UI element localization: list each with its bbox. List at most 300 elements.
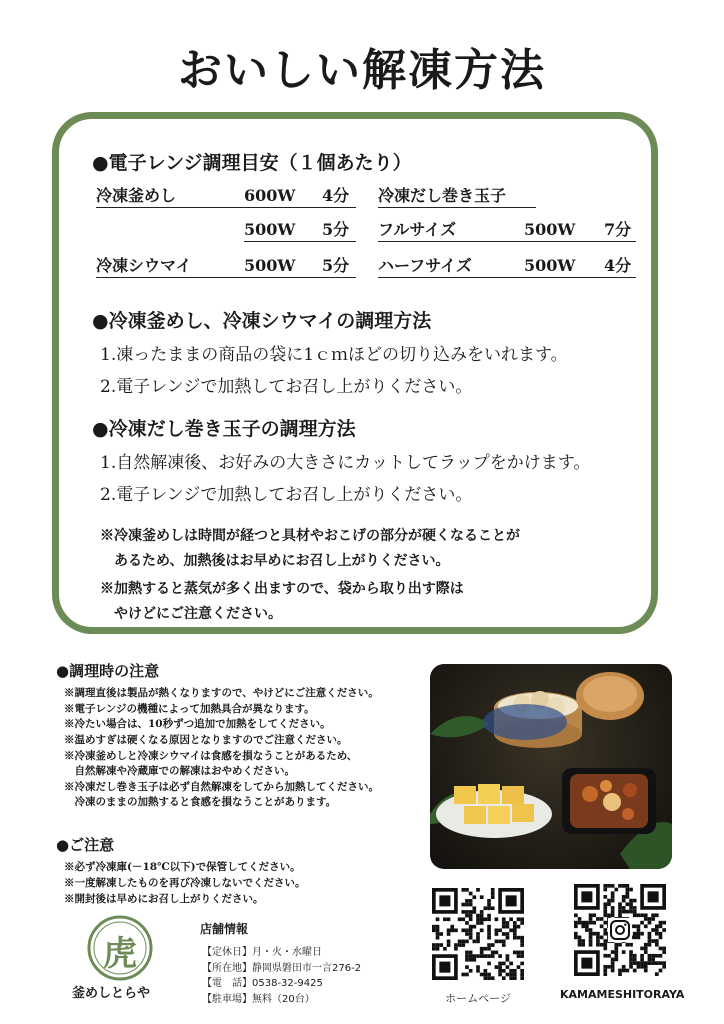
qr-module xyxy=(461,973,465,977)
qr-module xyxy=(513,951,517,955)
qr-module xyxy=(476,921,480,925)
qr-module xyxy=(487,903,491,907)
qr-module xyxy=(607,899,611,903)
qr-module xyxy=(600,936,604,940)
qr-module xyxy=(502,962,506,966)
item-watt: 500W xyxy=(524,220,576,239)
qr-module xyxy=(603,954,607,958)
qr-module xyxy=(629,888,633,892)
qr-module xyxy=(465,910,469,914)
caution-line: ※電子レンジの機種によって加熱具合が異なります。 xyxy=(64,703,315,715)
qr-module xyxy=(648,939,652,943)
qr-module xyxy=(603,906,607,910)
item-time: 5分 xyxy=(322,220,350,239)
store-address: 【所在地】静岡県磐田市一言276-2 xyxy=(202,962,362,974)
instagram-qr-code[interactable] xyxy=(574,884,666,976)
qr-module xyxy=(513,969,517,973)
qr-module xyxy=(659,961,663,965)
qr-module xyxy=(648,932,652,936)
qr-module xyxy=(495,951,499,955)
qr-module xyxy=(655,939,659,943)
qr-module xyxy=(618,913,622,917)
qr-module xyxy=(655,924,659,928)
qr-module xyxy=(513,936,517,940)
caution-line: 冷凍のままの加熱すると食感を損なうことがあります。 xyxy=(64,796,337,808)
qr-module xyxy=(461,917,465,921)
qr-module xyxy=(622,969,626,973)
qr-module xyxy=(585,928,589,932)
qr-module xyxy=(644,943,648,947)
qr-module xyxy=(603,902,607,906)
qr-finder xyxy=(648,891,659,902)
product-photo xyxy=(430,664,672,869)
qr-module xyxy=(611,891,615,895)
qr-module xyxy=(629,899,633,903)
qr-module xyxy=(495,917,499,921)
item-name: ハーフサイズ xyxy=(378,256,472,275)
qr-module xyxy=(495,928,499,932)
qr-module xyxy=(648,958,652,962)
qr-module xyxy=(648,961,652,965)
qr-module xyxy=(611,884,615,888)
qr-module xyxy=(447,928,451,932)
qr-module xyxy=(480,954,484,958)
store-closed-days: 【定休日】月・火・水曜日 xyxy=(202,947,322,958)
qr-module xyxy=(480,917,484,921)
qr-module xyxy=(469,969,473,973)
qr-module xyxy=(618,969,622,973)
qr-module xyxy=(640,913,644,917)
qr-module xyxy=(469,917,473,921)
qr-module xyxy=(491,976,495,980)
store-info xyxy=(202,945,361,1007)
qr-module xyxy=(629,958,633,962)
qr-module xyxy=(629,910,633,914)
qr-module xyxy=(629,954,633,958)
qr-module xyxy=(618,906,622,910)
qr-module xyxy=(633,958,637,962)
item-name: フルサイズ xyxy=(378,220,457,239)
qr-module xyxy=(651,958,655,962)
qr-module xyxy=(614,954,618,958)
qr-module xyxy=(436,928,440,932)
qr-module xyxy=(487,936,491,940)
qr-module xyxy=(633,932,637,936)
qr-module xyxy=(487,943,491,947)
qr-module xyxy=(498,965,502,969)
notice-line: ※一度解凍したものを再び冷凍しないでください。 xyxy=(64,877,306,889)
qr-module xyxy=(498,962,502,966)
qr-module xyxy=(644,913,648,917)
qr-module xyxy=(502,976,506,980)
qr-module xyxy=(476,969,480,973)
qr-module xyxy=(618,910,622,914)
kamameshi-method-heading: ●冷凍釜めし、冷凍シウマイの調理方法 xyxy=(92,310,432,332)
qr-module xyxy=(603,972,607,976)
qr-module xyxy=(491,954,495,958)
qr-module xyxy=(447,917,451,921)
qr-module xyxy=(637,965,641,969)
qr-module xyxy=(644,947,648,951)
store-name: 釜めしとらや xyxy=(72,986,151,1001)
qr-module xyxy=(637,936,641,940)
qr-module xyxy=(603,969,607,973)
qr-module xyxy=(480,921,484,925)
notice-heading: ●ご注意 xyxy=(56,836,115,854)
qr-module xyxy=(640,961,644,965)
qr-module xyxy=(491,943,495,947)
qr-module xyxy=(469,954,473,958)
qr-module xyxy=(611,913,615,917)
qr-module xyxy=(520,951,524,955)
qr-module xyxy=(589,921,593,925)
qr-module xyxy=(480,910,484,914)
qr-module xyxy=(450,928,454,932)
qr-module xyxy=(469,936,473,940)
qr-module xyxy=(626,943,630,947)
qr-module xyxy=(629,902,633,906)
qr-module xyxy=(659,954,663,958)
qr-module xyxy=(603,928,607,932)
qr-module xyxy=(603,965,607,969)
qr-module xyxy=(633,954,637,958)
qr-module xyxy=(476,932,480,936)
homepage-qr-code[interactable] xyxy=(432,888,524,980)
qr-module xyxy=(662,961,666,965)
qr-module xyxy=(581,939,585,943)
item-name: 冷凍シウマイ xyxy=(96,256,192,275)
qr-module xyxy=(637,924,641,928)
qr-module xyxy=(476,936,480,940)
qr-module xyxy=(585,921,589,925)
qr-module xyxy=(487,976,491,980)
qr-module xyxy=(611,965,615,969)
qr-module xyxy=(644,917,648,921)
qr-module xyxy=(465,932,469,936)
qr-module xyxy=(607,884,611,888)
qr-module xyxy=(648,917,652,921)
qr-module xyxy=(633,899,637,903)
qr-module xyxy=(596,932,600,936)
qr-module xyxy=(600,917,604,921)
microwave-row-halfsize xyxy=(378,255,636,278)
qr-module xyxy=(648,936,652,940)
qr-module xyxy=(487,899,491,903)
item-watt: 600W xyxy=(244,186,296,205)
qr-module xyxy=(472,940,476,944)
tamago-step-2: 2.電子レンジで加熱してお召し上がりください。 xyxy=(100,485,473,505)
microwave-heading: ●電子レンジ調理目安（１個あたり） xyxy=(92,152,412,174)
qr-module xyxy=(465,903,469,907)
microwave-row-kamameshi xyxy=(96,185,356,208)
instagram-qr-label: KAMAMESHITORAYA xyxy=(560,988,685,1001)
qr-module xyxy=(644,950,648,954)
qr-module xyxy=(520,969,524,973)
qr-module xyxy=(436,925,440,929)
qr-module xyxy=(454,943,458,947)
qr-module xyxy=(611,950,615,954)
qr-module xyxy=(614,958,618,962)
qr-module xyxy=(662,965,666,969)
qr-module xyxy=(450,925,454,929)
caution-line: ※冷凍だし巻き玉子は必ず自然解凍をしてから加熱してください。 xyxy=(64,781,379,793)
qr-module xyxy=(629,950,633,954)
qr-module xyxy=(618,943,622,947)
qr-module xyxy=(517,954,521,958)
qr-module xyxy=(520,962,524,966)
qr-module xyxy=(607,954,611,958)
qr-module xyxy=(648,954,652,958)
item-watt: 500W xyxy=(244,256,296,275)
qr-module xyxy=(465,973,469,977)
qr-module xyxy=(589,928,593,932)
qr-module xyxy=(484,976,488,980)
qr-module xyxy=(655,954,659,958)
qr-module xyxy=(637,961,641,965)
qr-module xyxy=(603,884,607,888)
qr-module xyxy=(491,951,495,955)
qr-module xyxy=(659,921,663,925)
qr-module xyxy=(581,943,585,947)
qr-module xyxy=(517,936,521,940)
qr-module xyxy=(517,965,521,969)
qr-module xyxy=(589,917,593,921)
qr-module xyxy=(520,973,524,977)
qr-module xyxy=(443,917,447,921)
qr-module xyxy=(491,888,495,892)
qr-module xyxy=(655,972,659,976)
qr-module xyxy=(520,917,524,921)
qr-module xyxy=(484,954,488,958)
qr-module xyxy=(495,965,499,969)
microwave-row-fullsize xyxy=(378,219,636,242)
qr-module xyxy=(633,924,637,928)
qr-module xyxy=(465,914,469,918)
qr-module xyxy=(480,928,484,932)
qr-module xyxy=(626,888,630,892)
qr-module xyxy=(651,928,655,932)
qr-module xyxy=(502,969,506,973)
qr-module xyxy=(520,943,524,947)
qr-module xyxy=(484,947,488,951)
qr-module xyxy=(498,940,502,944)
qr-finder xyxy=(506,895,517,906)
qr-module xyxy=(476,914,480,918)
store-logo xyxy=(86,914,154,982)
qr-module xyxy=(614,943,618,947)
qr-module xyxy=(633,910,637,914)
qr-module xyxy=(655,928,659,932)
qr-module xyxy=(506,954,510,958)
qr-module xyxy=(476,917,480,921)
qr-module xyxy=(618,902,622,906)
qr-module xyxy=(618,884,622,888)
qr-module xyxy=(578,917,582,921)
notice-line: ※開封後は早めにお召し上がりください。 xyxy=(64,893,264,905)
card-note-line-1: ※冷凍釜めしは時間が経つと具材やおこげの部分が硬くなることが xyxy=(100,528,520,544)
qr-module xyxy=(487,954,491,958)
qr-module xyxy=(655,961,659,965)
item-watt: 500W xyxy=(524,256,576,275)
qr-module xyxy=(520,921,524,925)
qr-module xyxy=(506,921,510,925)
qr-module xyxy=(626,895,630,899)
qr-module xyxy=(626,902,630,906)
qr-module xyxy=(659,969,663,973)
qr-module xyxy=(578,943,582,947)
qr-module xyxy=(626,891,630,895)
qr-module xyxy=(622,906,626,910)
qr-module xyxy=(465,940,469,944)
card-note-line-2: あるため、加熱後はお早めにお召し上がりください。 xyxy=(100,553,450,569)
qr-module xyxy=(611,899,615,903)
qr-module xyxy=(480,947,484,951)
qr-module xyxy=(480,914,484,918)
qr-module xyxy=(640,932,644,936)
store-parking: 【駐車場】無料（20台） xyxy=(202,993,315,1005)
qr-module xyxy=(640,947,644,951)
qr-module xyxy=(520,940,524,944)
qr-module xyxy=(487,914,491,918)
qr-finder xyxy=(581,958,592,969)
qr-module xyxy=(506,936,510,940)
qr-module xyxy=(589,943,593,947)
qr-module xyxy=(502,940,506,944)
qr-module xyxy=(469,903,473,907)
qr-module xyxy=(640,954,644,958)
qr-module xyxy=(465,965,469,969)
qr-module xyxy=(487,925,491,929)
qr-module xyxy=(487,932,491,936)
qr-module xyxy=(436,947,440,951)
qr-finder xyxy=(581,891,592,902)
qr-module xyxy=(655,943,659,947)
qr-module xyxy=(603,910,607,914)
page-title: おいしい解凍方法 xyxy=(178,45,546,96)
qr-module xyxy=(589,932,593,936)
qr-module xyxy=(498,928,502,932)
qr-module xyxy=(487,917,491,921)
qr-module xyxy=(651,917,655,921)
qr-module xyxy=(502,925,506,929)
qr-module xyxy=(651,913,655,917)
qr-module xyxy=(495,932,499,936)
qr-module xyxy=(472,895,476,899)
qr-module xyxy=(506,932,510,936)
qr-module xyxy=(611,969,615,973)
qr-module xyxy=(502,921,506,925)
notice-line: ※必ず冷凍庫(－18℃以下)で保管してください。 xyxy=(64,861,301,873)
item-time: 4分 xyxy=(322,186,350,205)
qr-module xyxy=(465,954,469,958)
qr-module xyxy=(611,910,615,914)
qr-module xyxy=(498,973,502,977)
item-time: 4分 xyxy=(604,256,632,275)
qr-module xyxy=(574,921,578,925)
qr-module xyxy=(600,924,604,928)
qr-module xyxy=(461,910,465,914)
qr-module xyxy=(662,950,666,954)
qr-module xyxy=(651,961,655,965)
qr-module xyxy=(491,895,495,899)
qr-module xyxy=(659,936,663,940)
qr-module xyxy=(633,936,637,940)
qr-module xyxy=(509,969,513,973)
qr-module xyxy=(439,932,443,936)
qr-module xyxy=(603,921,607,925)
qr-module xyxy=(465,958,469,962)
qr-module xyxy=(469,928,473,932)
qr-module xyxy=(487,928,491,932)
qr-module xyxy=(469,892,473,896)
qr-module xyxy=(603,932,607,936)
qr-module xyxy=(436,932,440,936)
qr-module xyxy=(520,936,524,940)
qr-module xyxy=(633,906,637,910)
qr-module xyxy=(484,917,488,921)
qr-module xyxy=(506,925,510,929)
qr-module xyxy=(633,961,637,965)
qr-module xyxy=(443,947,447,951)
qr-module xyxy=(454,928,458,932)
qr-module xyxy=(461,903,465,907)
qr-module xyxy=(600,943,604,947)
item-name: 冷凍だし巻き玉子 xyxy=(378,186,507,205)
qr-module xyxy=(596,943,600,947)
qr-module xyxy=(506,965,510,969)
qr-module xyxy=(465,888,469,892)
qr-module xyxy=(637,932,641,936)
qr-module xyxy=(472,925,476,929)
qr-module xyxy=(498,969,502,973)
qr-module xyxy=(487,906,491,910)
qr-module xyxy=(574,936,578,940)
qr-module xyxy=(517,917,521,921)
qr-module xyxy=(626,884,630,888)
qr-module xyxy=(432,928,436,932)
qr-module xyxy=(607,965,611,969)
qr-module xyxy=(614,950,618,954)
item-time: 5分 xyxy=(322,256,350,275)
tamago-method-heading: ●冷凍だし巻き玉子の調理方法 xyxy=(92,418,356,440)
qr-module xyxy=(633,913,637,917)
qr-module xyxy=(469,958,473,962)
qr-module xyxy=(491,906,495,910)
qr-module xyxy=(484,906,488,910)
qr-module xyxy=(469,925,473,929)
qr-module xyxy=(629,965,633,969)
qr-module xyxy=(659,924,663,928)
qr-module xyxy=(644,924,648,928)
qr-module xyxy=(626,910,630,914)
qr-module xyxy=(622,899,626,903)
qr-module xyxy=(487,973,491,977)
qr-module xyxy=(622,895,626,899)
qr-module xyxy=(465,921,469,925)
tamago-step-1: 1.自然解凍後、お好みの大きさにカットしてラップをかけます。 xyxy=(100,453,591,473)
qr-module xyxy=(614,888,618,892)
qr-module xyxy=(578,921,582,925)
qr-module xyxy=(447,940,451,944)
instagram-icon xyxy=(608,918,632,942)
qr-module xyxy=(578,939,582,943)
qr-module xyxy=(509,917,513,921)
homepage-qr-label: ホームページ xyxy=(445,992,511,1005)
qr-module xyxy=(472,954,476,958)
qr-module xyxy=(513,976,517,980)
qr-module xyxy=(469,932,473,936)
qr-module xyxy=(607,913,611,917)
